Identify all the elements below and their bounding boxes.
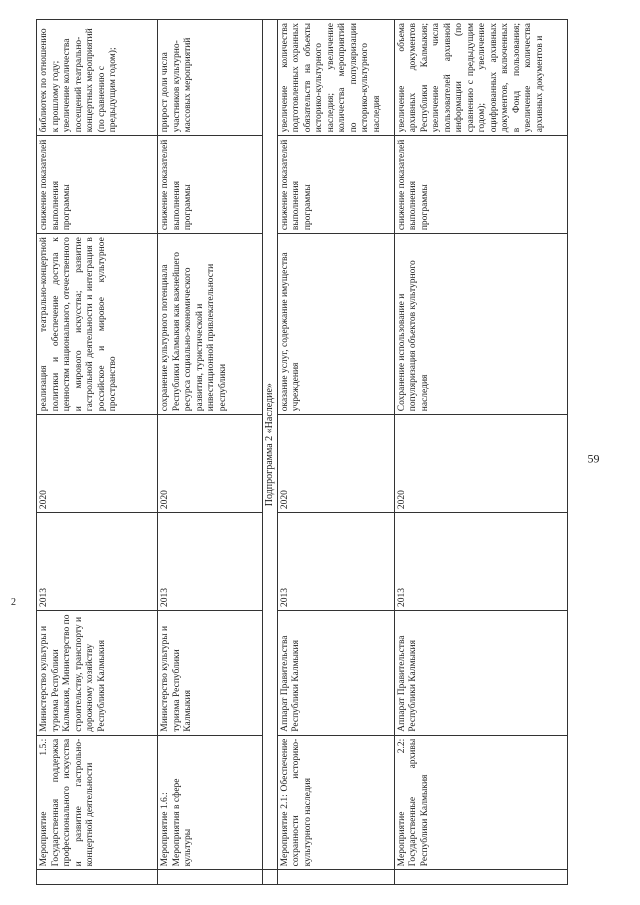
page-number: 59 [587,451,600,466]
side-mark: 2 [11,597,16,608]
row-gutter [394,870,567,885]
table-row [37,20,158,885]
table-row [158,20,263,885]
subprogram-header-row [263,20,278,885]
end-year-cell: 2020 [277,415,394,513]
result-cell: сохранение культурного потенциала Республики Калмыкия как важнейшего ресурса социально-экономического развития, туристической и инвестиционной привлекательности республики [158,234,263,415]
row-gutter [158,870,263,885]
end-year-cell: 2020 [37,415,158,513]
event-cell: Мероприятие 2.2: Государственные архивы Республики Калмыкия [394,735,567,870]
executor-cell: Министерство культуры и туризма Республики Калмыкия, Министерство по строительству, транспорту и дорожному хозяйству Республики Калмыкия [37,610,158,735]
result-cell: реализация театрально-концертной политики и обеспечение доступа к ценностям национального, отечественного и мирового искусства; развитие гастрольной деятельности и интеграция в российское и мировое культурное пространство [37,234,158,415]
table-row [277,20,394,885]
event-cell: Мероприятие 1.6.: Мероприятия в сфере культуры [158,735,263,870]
end-year-cell: 2020 [394,415,567,513]
indicator-cell: увеличение количества подготовленных охранных обязательств на объекты историко-культурного наследия; увеличение количества мероприятий по популяризации историко-культурного наследия [277,20,394,136]
indicator-cell: прирост доли числа участников культурно-массовых мероприятий [158,20,263,136]
table-row [394,20,567,885]
start-year-cell: 2013 [277,513,394,611]
indicator-cell: увеличение объема архивных документов Республики Калмыкия; увеличение числа пользователей архивной информации (по сравнению с предыдущим годом); увеличение оцифрованных архивных документов, включенных в Фонд пользования; увеличение количества архивных документов и [394,20,567,136]
risk-cell: снижение показателей выполнения программы [277,136,394,234]
risk-cell: снижение показателей выполнения программы [37,136,158,234]
event-cell: Мероприятие 2.1: Обеспечение сохранности историко-культурного наследия [277,735,394,870]
start-year-cell: 2013 [394,513,567,611]
executor-cell: Аппарат Правительства Республики Калмыкия [394,610,567,735]
subprogram-title: Подпрограмма 2 «Наследие» [263,20,278,870]
start-year-cell: 2013 [37,513,158,611]
indicator-cell: библиотек по отношению к прошлому году; увеличение количества посещений театрально-концертных мероприятий (по сравнению с предыдущим годом); [37,20,158,136]
program-events-table [36,19,568,885]
row-gutter [37,870,158,885]
executor-cell: Аппарат Правительства Республики Калмыкия [277,610,394,735]
start-year-cell: 2013 [158,513,263,611]
result-cell: оказание услуг, содержание имущества учреждения [277,234,394,415]
result-cell: Сохранение использование и популяризация объектов культурного наследия [394,234,567,415]
row-gutter [263,870,278,885]
row-gutter [277,870,394,885]
risk-cell: снижение показателей выполнения программы [158,136,263,234]
risk-cell: снижение показателей выполнения программы [394,136,567,234]
executor-cell: Министерство культуры и туризма Республики Калмыкия [158,610,263,735]
event-cell: Мероприятие 1.5.: Государственная поддержка профессионального искусства и развитие гастрольно-концертной деятельности [37,735,158,870]
end-year-cell: 2020 [158,415,263,513]
